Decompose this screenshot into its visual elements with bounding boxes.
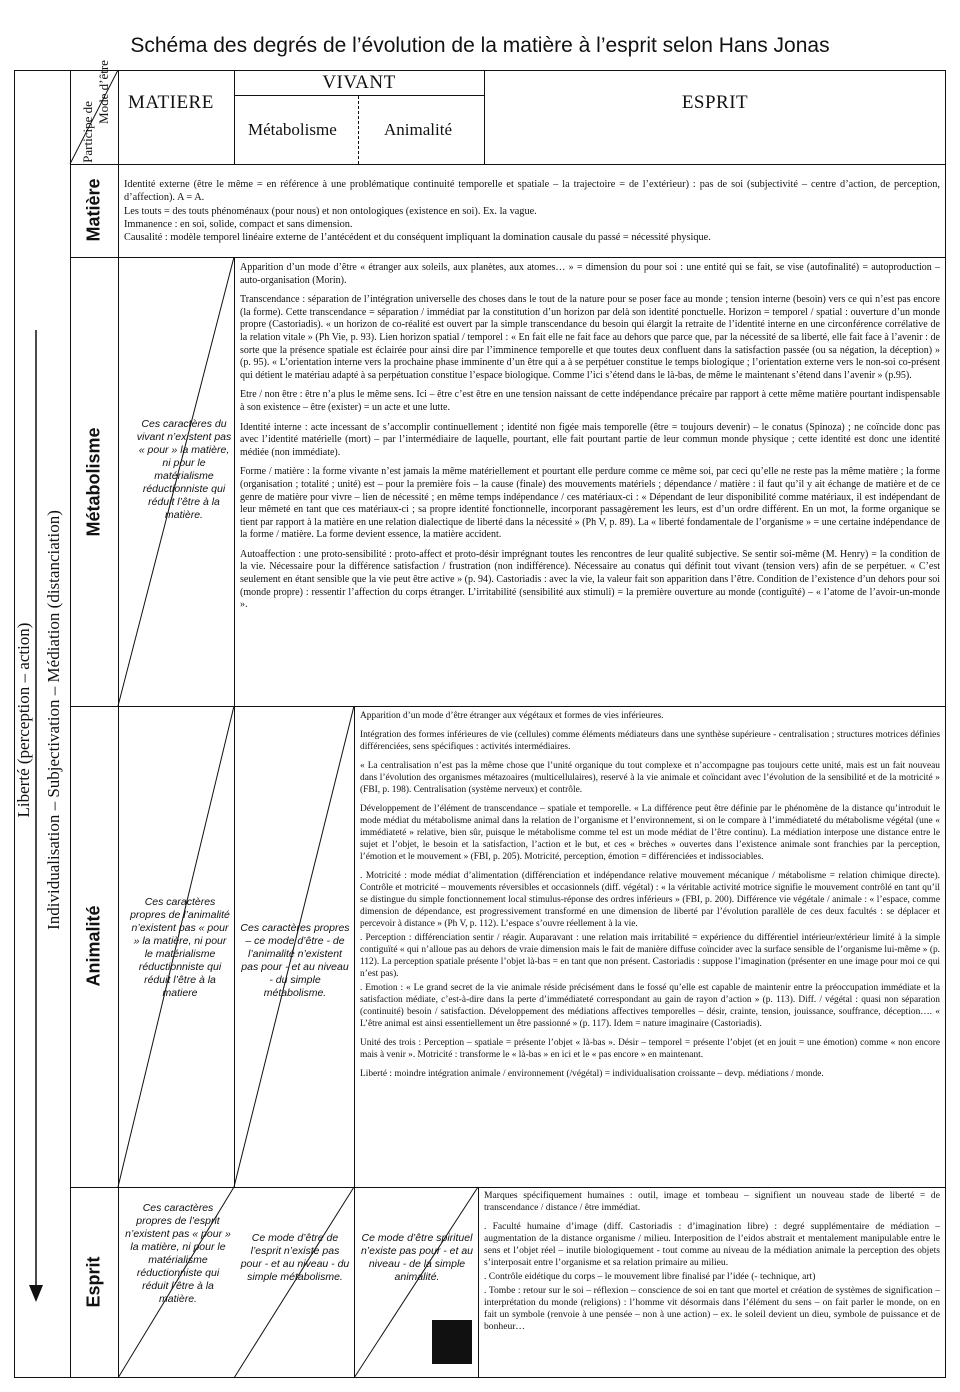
animalite-paragraph: Développement de l’élément de transcendance – spatiale et temporelle. « La différence peut être définie par le phénomène de la distance qu’introduit le mode médiat du métabolisme animal dans la relation de l’organisme et l’environnement, si on le compare à l’immédiateté du métabolisme végétal (une « immédiateté » relative, bien sûr, puisque le métabolisme comme tel est un mode médiat de l’être continu). La médiation interpose une distance entre le sujet et l’objet, le besoin et la satisfaction, l’action et le but, et ces « brèches » ouvertes dans l’existence animale sont franchies par la perception, l’émotion et le mouvement » (FBI, p. 205). Motricité, perception, émotion = différenciées et indissociables. [360,804,940,862]
animalite-paragraph: . Perception : différenciation sentir / réagir. Auparavant : une relation mais irritabilité = expérience du différentiel intérieur/extérieur limité à la simple contiguïté « qui n’alloue pas au dehors de vraie dimension mais le fait de manière diffuse coïncider avec la surface sensible de l’organisme lui-même » (p. 112). La perception spatiale présente l’objet là-bas = en tant que non présent. Castoriadis : suppose l’imagination (présenter en une image pour moi ce qui n’est pas). [360,933,940,979]
page-title: Schéma des degrés de l’évolution de la matière à l’esprit selon Hans Jonas [130,34,830,57]
metabolisme-paragraph: Forme / matière : la forme vivante n’est jamais la même matériellement et pourtant elle perdure comme ce même soi, par ceci qu’elle ne reste pas la même matière ; la forme (organisation ; totalité ; unité) est – pour la première fois – la cause (finale) des mouvements matériels ; dépendance / matière : il faut qu’il y ait échange de matière et de ce genre de matière pour vivre – lien de nécessité ; en même temps indépendance / ces matériaux-ci : « Dépendant de leur disponibilité comme matériaux, il est indépendant de leur mêmeté en tant que ces matériaux-ci ; sa propre identité fonctionnelle, incorporant passagèrement les leurs, est d’un ordre différent. En un mot, la forme organique se tient par rapport à la matière en une relation dialectique de liberté dans la nécessité » (Ph V, p. 89). La « liberté fondamentale de l’organisme » = une certaine indépendance de la forme / matière. La forme devient essence, la matière accident. [240,466,940,541]
metabolisme-text [240,262,940,619]
matiere-text [124,178,940,244]
row-label-matiere: Matière [83,178,104,242]
header-mode: Mode d’être [96,60,111,124]
photo-thumbnail [432,1320,472,1364]
metabolisme-paragraph: Apparition d’un mode d’être « étranger aux soleils, aux planètes, aux atomes… » = dimension du pour soi : une entité qui se fait, se vise (autofinalité) = autoproduction – auto-organisation (Morin). [240,262,940,286]
note-esprit-matiere: Ces caractères propres de l’esprit n’existent pas « pour » la matière, ni pour le matérialisme réductionniste qui réduit l’être à la matière. [125,1202,231,1305]
esprit-paragraph: . Faculté humaine d’image (diff. Castoriadis : d’imagination libre) : degré supplémentaire de médiation – augmentation de la distance organisme / milieu. Interposition de l’eidos abstrait et mentalement manipulable entre le sens et l’objet réel – inutile biologiquement - tout comme au niveau de la médiation animale la perception des objets s’interposait entre l’organisme et sa relation primaire au milieu. [484,1221,940,1268]
header-matiere: MATIERE [128,92,214,113]
note-anim-matiere: Ces caractères propres de l’animalité n’existent pas « pour » la matière, ni pour le matérialisme réductionniste qui réduit l’être à la matiere [130,896,230,999]
note-esprit-meta: Ce mode d’être de l’esprit n’existe pas pour - et au niveau - du simple métabolisme. [240,1232,350,1283]
matiere-line: Causalité : modèle temporel linéaire externe de l’antécédent et du conséquent impliquant la domination causale du passé = nécessité physique. [124,232,711,244]
animalite-paragraph: Unité des trois : Perception – spatiale = présente l’objet « là-bas ». Désir – temporel = présente l’objet (et en jouit = une émotion) comme « non encore mais à venir ». Motricité : transforme le « là-bas » en ici et le « pas encore » en maintenant. [360,1038,940,1060]
esprit-paragraph: . Tombe : retour sur le soi – réflexion – conscience de soi en tant que mortel et création de systèmes de signification – interprétation du monde (religions) : l’homme vit désormais dans l’élément du sens – on fait parler le monde, on en fait un symbole (renvoie à une pensée – non à une action) – ex. le soleil devient un dieu, symbole de puissance et de bonheur… [484,1285,940,1332]
header-esprit: ESPRIT [681,92,749,113]
esprit-text [484,1190,940,1340]
esprit-paragraph: Marques spécifiquement humaines : outil, image et tombeau – signifient un nouveau stade de liberté = de transcendance / distance / être immédiat. [484,1190,940,1213]
animalite-paragraph: . Motricité : mode médiat d’alimentation (différenciation et indépendance relative mouvement mécanique / métabolisme = relation chimique directe). Contrôle et motricité – mouvements réversibles et occasionnels (diff. végétal) : « la véritable activité motrice signifie le mouvement contrôlé en tant qu’il se distingue du simple fonctionnement local stimulus-réponse des ordres inférieurs » (FBI, p. 200). Différence vie végétale / animale : « l’espace, comme dimension de dépendance, est progressivement transformé en une dimension de liberté par l’évolution parallèle de ces deux facultés : se déplacer et percevoir à distance » (Ph V, p. 112). L’espace s’ouvre réellement à la vie. [360,871,940,929]
animalite-text [360,710,940,1087]
row-label-metabolisme: Métabolisme [83,427,104,537]
header-metabolisme: Métabolisme [248,120,337,139]
header-participe: Participe de [80,101,95,163]
row-label-esprit: Esprit [83,1256,104,1308]
metabolisme-paragraph: Autoaffection : une proto-sensibilité : proto-affect et proto-désir imprégnant toutes les rencontres de leur qualité subjective. Se sentir soi-même (M. Henry) = la condition de la vie. Nécessaire pour la différence satisfaction / frustration (non indifférence). Nécessaire au conatus qui définit tout vivant (tension vers) afin de se perpétuer. « C’est seulement en étant sensible que la vie peut être active » (p. 94). Castoriadis : avec la vie, la valeur fait son apparition dans l’être. Condition de l’existence d’un dehors pour soi (monde propre) : ressentir l’affection du corps étranger. L’irritabilité (sensibilité aux stimuli) = la première ouverture au monde (contiguïté) – « l’atome de l’avoir-un-monde ». [240,548,940,611]
note-anim-meta: Ces caractères propres – ce mode d’être - de l’animalité n’existent pas pour - et au niveau - du simple métabolisme. [240,922,350,999]
metabolisme-paragraph: Etre / non être : être n’a plus le même sens. Ici – être c’est être en une tension naissant de cette indépendance précaire par rapport à cette même matière pourtant indispensable à son existence – être (exister) = un acte et une lutte. [240,389,940,413]
note-esprit-anim: Ce mode d’être spirituel n’existe pas pour - et au niveau - de la simple animalité. [360,1232,474,1283]
note-meta-matiere: Ces caractères du vivant n’existent pas « pour » la matière, ni pour le matérialisme réductionniste qui réduit l’être à la matière. [136,418,232,521]
animalite-paragraph: . Emotion : « Le grand secret de la vie animale réside précisément dans le fossé qu’elle est capable de maintenir entre la préoccupation immédiate et la satisfaction médiate, c’est-à-dire dans la perte d’immédiateté correspondant au gain de rayon d’action » (p. 113). Diff. / végétal : quasi non séparation (continuité) besoin / satisfaction. Développement des médiations affectives temporelles – désir, crainte, tension, jouissance, souffrance, déception…. « L’être animal est ainsi essentiellement un être passionné » (p. 117). Idem = nature imaginaire (Castoriadis). [360,983,940,1029]
animalite-paragraph: Liberté : moindre intégration animale / environnement (/végétal) = individualisation croissante – devp. médiations / monde. [360,1069,824,1079]
header-vivant: VIVANT [322,72,396,93]
metabolisme-paragraph: Identité interne : acte incessant de s’accomplir continuellement ; identité non figée mais temporelle (être = toujours devenir) – le conatus (Spinoza) ; ne coïncide donc pas avec l’identité matérielle (mort) – par l’intermédiaire de laquelle, pourtant, elle fait pourtant partie de leur commun monde physique ; cette identité est donc une identité médiée (non immédiate). [240,421,940,458]
matiere-line: Immanence : en soi, solide, compact et sans dimension. [124,218,353,230]
axis-liberte: Liberté (perception – action) [14,622,33,818]
matiere-line: Identité externe (être le même = en référence à une problématique continuité temporelle et spatiale – la trajectoire = de l’extérieur) : pas de soi (subjectivité – centre d’action, de perception, d’affection). A = A. [124,179,940,204]
axis-individualisation: Individualisation – Subjectivation – Médiation (distanciation) [44,510,63,930]
esprit-paragraph: . Contrôle eidétique du corps – le mouvement libre finalisé par l’idée (- technique, art) [484,1271,816,1282]
animalite-paragraph: Apparition d’un mode d’être étranger aux végétaux et formes de vies inférieures. [360,711,664,721]
animalite-paragraph: « La centralisation n’est pas la même chose que l’unité organique du tout complexe et n’accompagne pas toujours cette unité, mais est un fait nouveau dans l’évolution des organismes métazoaires (multicellulaires), reservé à la vie animale et coïncidant avec l’évolution de la sensibilité et de la motricité » (FBI, p. 198). Centralisation (système nerveux) et contrôle. [360,761,940,795]
matiere-line: Les touts = des touts phénoménaux (pour nous) et non ontologiques (existence en soi). Ex. la vague. [124,205,537,217]
row-label-animalite: Animalité [83,905,104,987]
animalite-paragraph: Intégration des formes inférieures de vie (cellules) comme éléments médiateurs dans une synthèse supérieure - centralisation ; structures motrices définies différenciées, sens spécifiques : activités intermédiaires. [360,730,940,752]
header-animalite: Animalité [384,120,452,139]
metabolisme-paragraph: Transcendance : séparation de l’intégration universelle des choses dans le tout de la nature pour se poser face au monde ; tension interne (besoin) vers ce qui n’est pas encore (la forme). Cette transcendance = séparation / immédiat par la constitution d’un horizon par delà son identité ponctuelle. Horizon = temporel / spatial : ouverture d’un monde propre (Castoriadis). « un horizon de co-réalité est ouvert par la simple transcendance du besoin qui élargit la retraite de l’identité interne en une circonférence corrélative de la relation vitale » (Ph Vie, p. 93). Lien horizon spatial / temporel : « En fait elle ne fait face au dehors que parce que, par la nécessité de sa liberté, elle fait face à l’avenir : de sorte que la présence spatiale est éclairée pour ainsi dire par l’imminence temporelle et que toutes deux confluent dans la satisfaction passée (ou sa négation, la déception) » (p. 95). « L’orientation interne vers la prochaine phase imminente d’un être qui a à se perpétuer constitue le temps biologique ; l’orientation externe vers le non-soi co-présent qui détient le matériau adapté à sa perpétuation constitue l’espace biologique. Comme l’ici s’étend dans le là-bas, de même le maintenant s’étend dans l’avenir » (p.95). [240,294,940,381]
